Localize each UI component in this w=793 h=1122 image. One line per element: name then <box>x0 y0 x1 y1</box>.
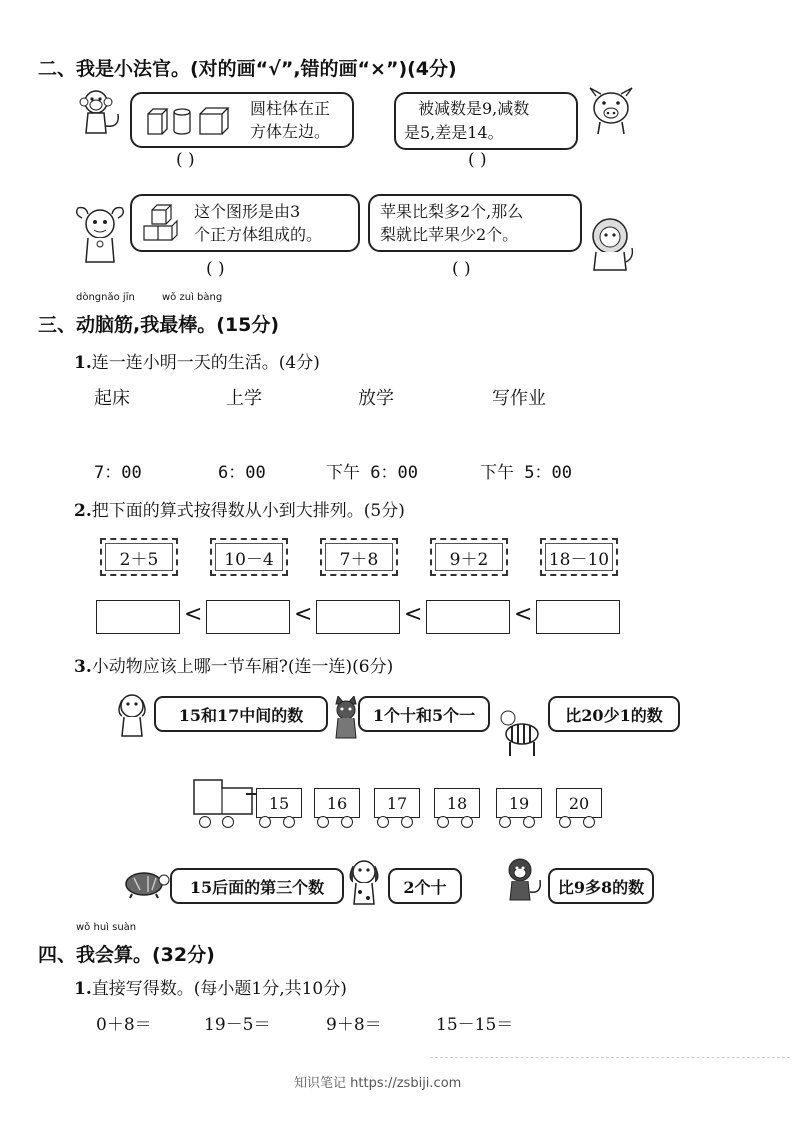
train-car[interactable]: 15 <box>256 788 302 818</box>
wheel-icon <box>317 816 329 828</box>
wheel-icon <box>283 816 295 828</box>
animal-tag[interactable]: 1个十和5个一 <box>358 696 490 732</box>
wheel-icon <box>523 816 535 828</box>
arithmetic-problem: 15－15＝ <box>436 1015 514 1035</box>
wheel-icon <box>341 816 353 828</box>
wheel-icon <box>559 816 571 828</box>
wheel-icon <box>437 816 449 828</box>
expression-card: 7＋8 <box>320 538 398 576</box>
expression-card: 2＋5 <box>100 538 178 576</box>
arithmetic-problem: 19－5＝ <box>204 1015 271 1035</box>
activity-label: 写作业 <box>492 388 546 409</box>
section2-heading: 二、我是小法官。(对的画“√”,错的画“×”)(4分) <box>38 58 457 80</box>
question-number: 2. <box>74 501 92 521</box>
statement-bubble-3 <box>130 194 360 252</box>
question-number: 1. <box>74 979 92 999</box>
answer-box[interactable] <box>426 600 510 634</box>
arithmetic-problem: 9＋8＝ <box>326 1015 382 1035</box>
question-3-title <box>74 652 393 677</box>
shapes-cylinder-cube-icon <box>144 106 236 136</box>
statement-bubble-4 <box>368 194 582 252</box>
monkey-icon <box>500 856 544 906</box>
time-label: 下午 6：00 <box>326 463 418 483</box>
question-number: 1. <box>74 353 92 373</box>
sheep-icon <box>72 204 128 270</box>
less-than-sign: < <box>404 602 423 627</box>
train-car[interactable]: 18 <box>434 788 480 818</box>
section3-heading: 三、动脑筋,我最棒。(15分) <box>38 314 280 336</box>
dog-icon <box>112 690 154 742</box>
animal-tag[interactable]: 比20少1的数 <box>548 696 680 732</box>
divider <box>430 1057 790 1058</box>
statement-line: 苹果比梨多2个,那么 <box>380 202 524 221</box>
wheel-icon <box>259 816 271 828</box>
answer-box[interactable] <box>206 600 290 634</box>
less-than-sign: < <box>514 602 533 627</box>
question-text: 小动物应该上哪一节车厢?(连一连)(6分) <box>91 657 394 677</box>
statement-line: 被减数是9,减数 <box>418 99 530 118</box>
pinyin-annotation: wǒ huì suàn <box>76 922 137 933</box>
activity-label: 放学 <box>358 388 394 409</box>
section4-question-1-title <box>74 974 347 999</box>
activity-label: 上学 <box>226 388 262 409</box>
pinyin-annotation: wǒ zuì bàng <box>162 292 223 303</box>
question-text: 把下面的算式按得数从小到大排列。(5分) <box>91 501 405 521</box>
less-than-sign: < <box>294 602 313 627</box>
time-label: 6：00 <box>218 463 266 483</box>
expression-card: 18－10 <box>540 538 618 576</box>
answer-blank[interactable]: ( ) <box>452 259 471 279</box>
activity-label: 起床 <box>94 388 130 409</box>
dalmatian-icon <box>344 858 384 908</box>
question-1-title <box>74 348 320 373</box>
section4-heading: 四、我会算。(32分) <box>38 944 215 966</box>
answer-box[interactable] <box>536 600 620 634</box>
question-number: 3. <box>74 657 92 677</box>
train-car[interactable]: 16 <box>314 788 360 818</box>
wheel-icon <box>499 816 511 828</box>
turtle-icon <box>118 866 170 900</box>
statement-line: 圆柱体在正 <box>250 99 331 118</box>
question-text: 连一连小明一天的生活。(4分) <box>91 353 320 373</box>
statement-line: 方体左边。 <box>250 122 331 141</box>
lion-icon <box>586 216 636 274</box>
wheel-icon <box>583 816 595 828</box>
cube-stack-icon <box>140 204 188 248</box>
animal-tag[interactable]: 15后面的第三个数 <box>170 868 344 904</box>
train-car[interactable]: 17 <box>374 788 420 818</box>
answer-blank[interactable]: ( ) <box>206 259 225 279</box>
time-label: 7：00 <box>94 463 142 483</box>
train-car[interactable]: 20 <box>556 788 602 818</box>
statement-bubble-1 <box>130 92 354 148</box>
statement-bubble-2 <box>394 92 578 150</box>
question-text: 直接写得数。(每小题1分,共10分) <box>91 979 347 999</box>
footer-watermark: 知识笔记 https://zsbiji.com <box>294 1076 462 1091</box>
statement-line: 这个图形是由3 <box>194 202 301 221</box>
statement-line: 是5,差是14。 <box>404 123 504 142</box>
animal-tag[interactable]: 15和17中间的数 <box>154 696 328 732</box>
expression-card: 10－4 <box>210 538 288 576</box>
answer-box[interactable] <box>316 600 400 634</box>
answer-blank[interactable]: ( ) <box>176 150 195 170</box>
less-than-sign: < <box>184 602 203 627</box>
statement-line: 个正方体组成的。 <box>194 225 323 244</box>
answer-blank[interactable]: ( ) <box>468 150 487 170</box>
pinyin-annotation: dòngnǎo jīn <box>76 292 135 303</box>
answer-box[interactable] <box>96 600 180 634</box>
wheel-icon <box>401 816 413 828</box>
wheel-icon <box>222 816 234 828</box>
wheel-icon <box>199 816 211 828</box>
train-car[interactable]: 19 <box>496 788 542 818</box>
statement-line: 梨就比苹果少2个。 <box>380 225 519 244</box>
expression-card: 9＋2 <box>430 538 508 576</box>
animal-tag[interactable]: 2个十 <box>388 868 462 904</box>
wheel-icon <box>377 816 389 828</box>
animal-tag[interactable]: 比9多8的数 <box>548 868 654 904</box>
zebra-icon <box>498 706 544 758</box>
arithmetic-problem: 0＋8＝ <box>96 1015 152 1035</box>
question-2-title <box>74 496 405 521</box>
pig-icon <box>584 86 638 138</box>
time-label: 下午 5：00 <box>480 463 572 483</box>
wheel-icon <box>461 816 473 828</box>
monkey-icon <box>74 88 124 140</box>
